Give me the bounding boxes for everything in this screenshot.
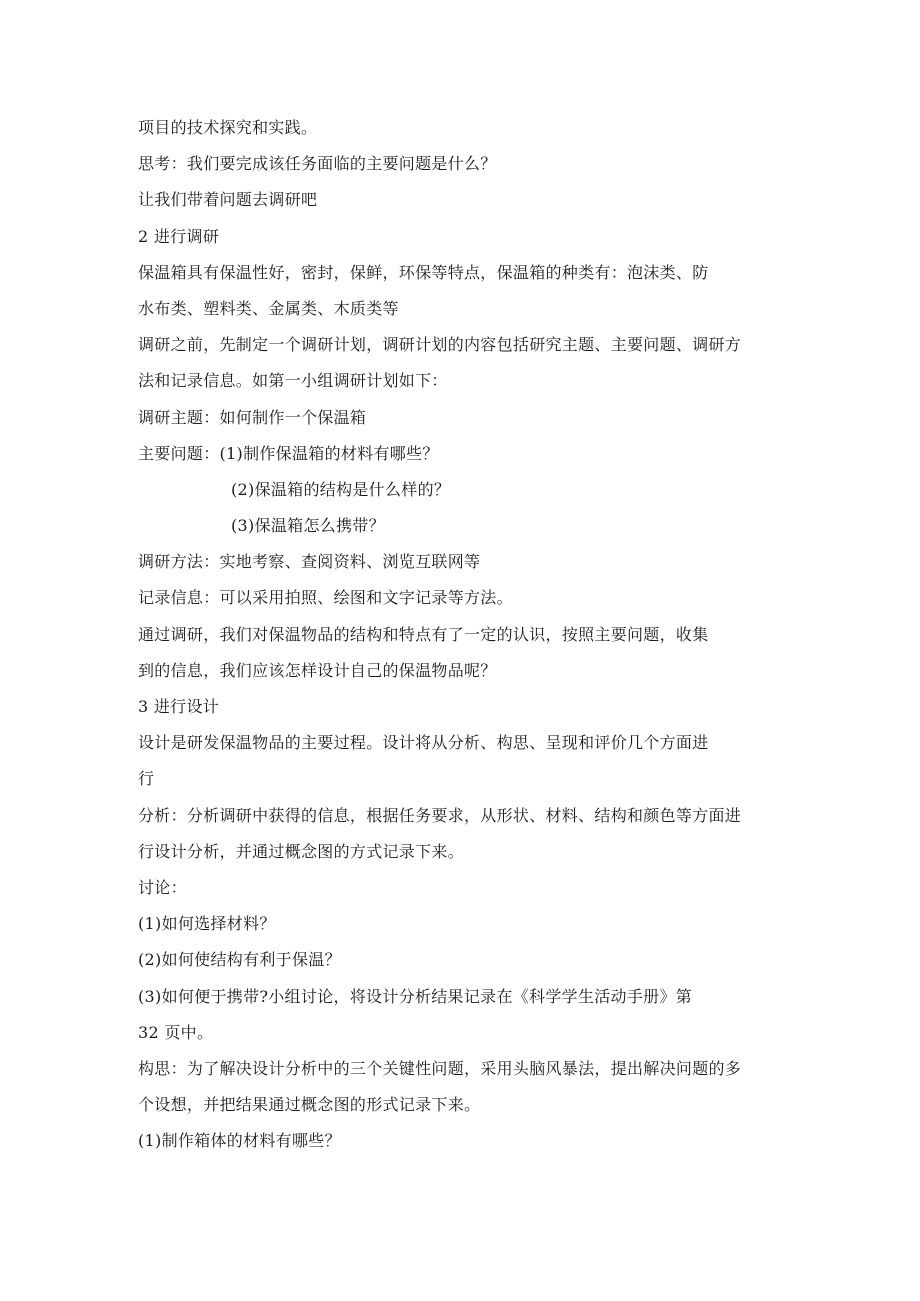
text-line: 思考：我们要完成该任务面临的主要问题是什么？ <box>138 154 497 174</box>
text-line: (2)如何使结构有利于保温？ <box>138 950 341 970</box>
text-line: (1)如何选择材料？ <box>138 914 276 934</box>
text-line: 项目的技术探究和实践。 <box>138 118 318 137</box>
text-line: 调研主题：如何制作一个保温箱 <box>138 407 367 427</box>
text-line: 个设想，并把结果通过概念图的形式记录下来。 <box>138 1095 481 1115</box>
text-line: 讨论： <box>138 877 187 897</box>
text-line: 主要问题：(1)制作保温箱的材料有哪些？ <box>138 443 439 463</box>
text-line: 调研之前，先制定一个调研计划，调研计划的内容包括研究主题、主要问题、调研方 <box>138 335 742 355</box>
text-line-indented: (2)保温箱的结构是什么样的？ <box>231 479 451 499</box>
text-line: 行 <box>138 769 155 789</box>
text-line: 通过调研，我们对保温物品的结构和特点有了一定的认识，按照主要问题，收集 <box>138 624 709 644</box>
text-line: 设计是研发保温物品的主要过程。设计将从分析、构思、呈现和评价几个方面进 <box>138 733 709 753</box>
section-heading: 2 进行调研 <box>138 226 220 246</box>
text-line-indented: (3)保温箱怎么携带？ <box>231 516 385 536</box>
document-body <box>138 118 788 1167</box>
text-line: 水布类、塑料类、金属类、木质类等 <box>138 298 399 318</box>
text-line: 分析：分析调研中获得的信息，根据任务要求，从形状、材料、结构和颜色等方面进 <box>138 805 742 825</box>
text-line: 保温箱具有保温性好，密封，保鲜，环保等特点，保温箱的种类有：泡沫类、防 <box>138 262 709 282</box>
text-line: 行设计分析，并通过概念图的方式记录下来。 <box>138 841 465 861</box>
text-line: (3)如何便于携带?小组讨论，将设计分析结果记录在《科学学生活动手册》第 <box>138 986 693 1006</box>
text-line: 法和记录信息。如第一小组调研计划如下： <box>138 371 448 391</box>
text-line: 32 页中。 <box>138 1022 214 1042</box>
text-line: 构思：为了解决设计分析中的三个关键性问题，采用头脑风暴法，提出解决问题的多 <box>138 1058 742 1078</box>
text-line: 让我们带着问题去调研吧 <box>138 190 318 210</box>
section-heading: 3 进行设计 <box>138 697 220 716</box>
text-line: 调研方法：实地考察、查阅资料、浏览互联网等 <box>138 552 481 572</box>
text-line: 记录信息：可以采用拍照、绘图和文字记录等方法。 <box>138 588 513 608</box>
text-line: 到的信息，我们应该怎样设计自己的保温物品呢？ <box>138 660 497 680</box>
text-line: (1)制作箱体的材料有哪些？ <box>138 1131 341 1151</box>
